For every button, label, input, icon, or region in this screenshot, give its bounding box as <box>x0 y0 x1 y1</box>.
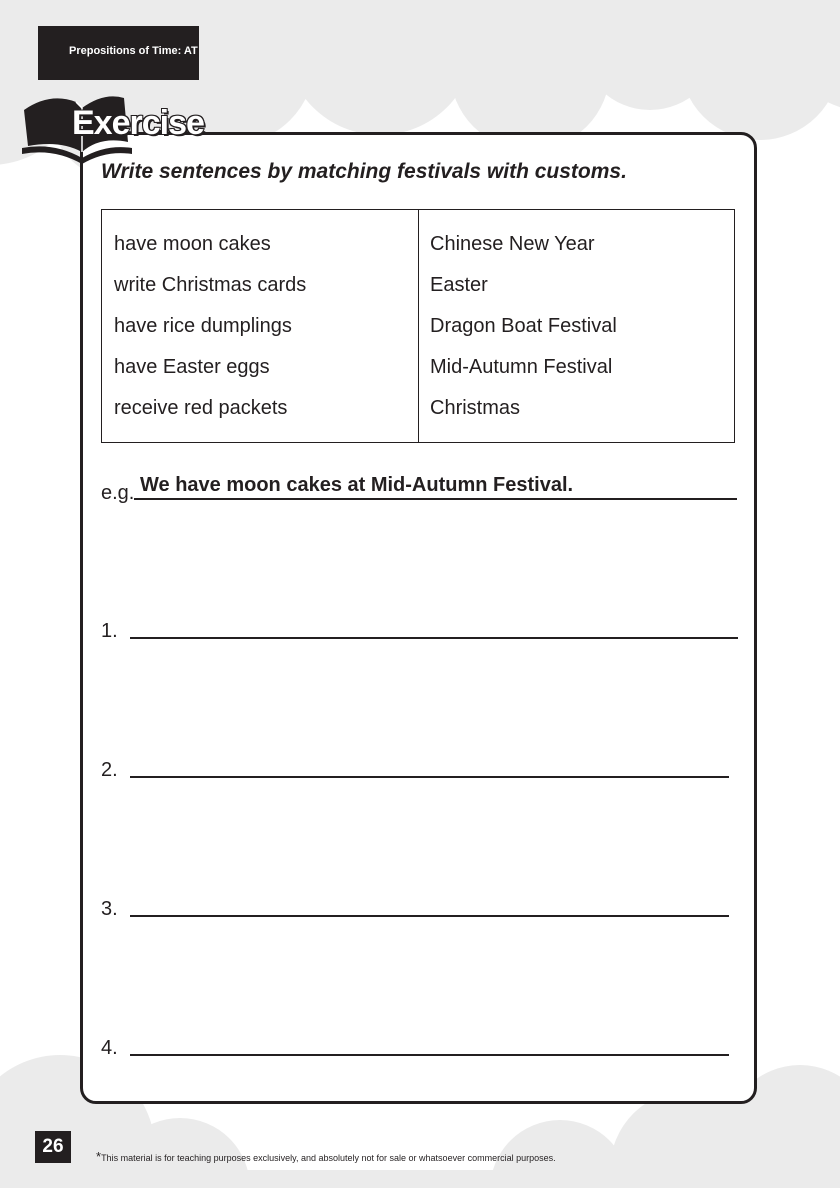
footer-note-text: This material is for teaching purposes exclusively, and absolutely not for sale or whatsoever commercial purposes. <box>101 1153 556 1163</box>
answer-number: 1. <box>101 620 118 642</box>
customs-column <box>114 230 306 435</box>
custom-item: have rice dumplings <box>114 315 292 337</box>
page-number: 26 <box>35 1131 71 1163</box>
festival-item: Christmas <box>430 397 521 419</box>
answer-number: 4. <box>101 1037 118 1059</box>
exercise-title: Exercise <box>72 104 204 142</box>
festival-item: Easter <box>430 274 488 296</box>
custom-item: have moon cakes <box>114 233 271 255</box>
exercise-instruction: Write sentences by matching festivals with customs. <box>101 160 627 183</box>
festival-item: Dragon Boat Festival <box>430 315 617 337</box>
example-underline <box>134 498 737 500</box>
custom-item: write Christmas cards <box>114 274 307 296</box>
custom-item: receive red packets <box>114 397 288 419</box>
example-sentence: We have moon cakes at Mid-Autumn Festival. <box>140 474 574 496</box>
festival-item: Mid-Autumn Festival <box>430 356 613 378</box>
answer-line-2[interactable] <box>130 776 729 778</box>
answer-line-4[interactable] <box>130 1054 729 1056</box>
answer-number: 2. <box>101 759 118 781</box>
example-label: e.g. <box>101 482 135 504</box>
section-title: Prepositions of Time: AT <box>69 45 198 57</box>
festivals-column <box>430 230 617 435</box>
answer-line-3[interactable] <box>130 915 729 917</box>
table-divider <box>418 210 419 442</box>
answer-number: 3. <box>101 898 118 920</box>
festival-item: Chinese New Year <box>430 233 595 255</box>
custom-item: have Easter eggs <box>114 356 270 378</box>
section-header-tab <box>38 26 199 80</box>
matching-table <box>101 209 735 443</box>
footnote-marker: * <box>96 1149 102 1164</box>
footer-disclaimer <box>96 1149 556 1164</box>
answer-line-1[interactable] <box>130 637 738 639</box>
